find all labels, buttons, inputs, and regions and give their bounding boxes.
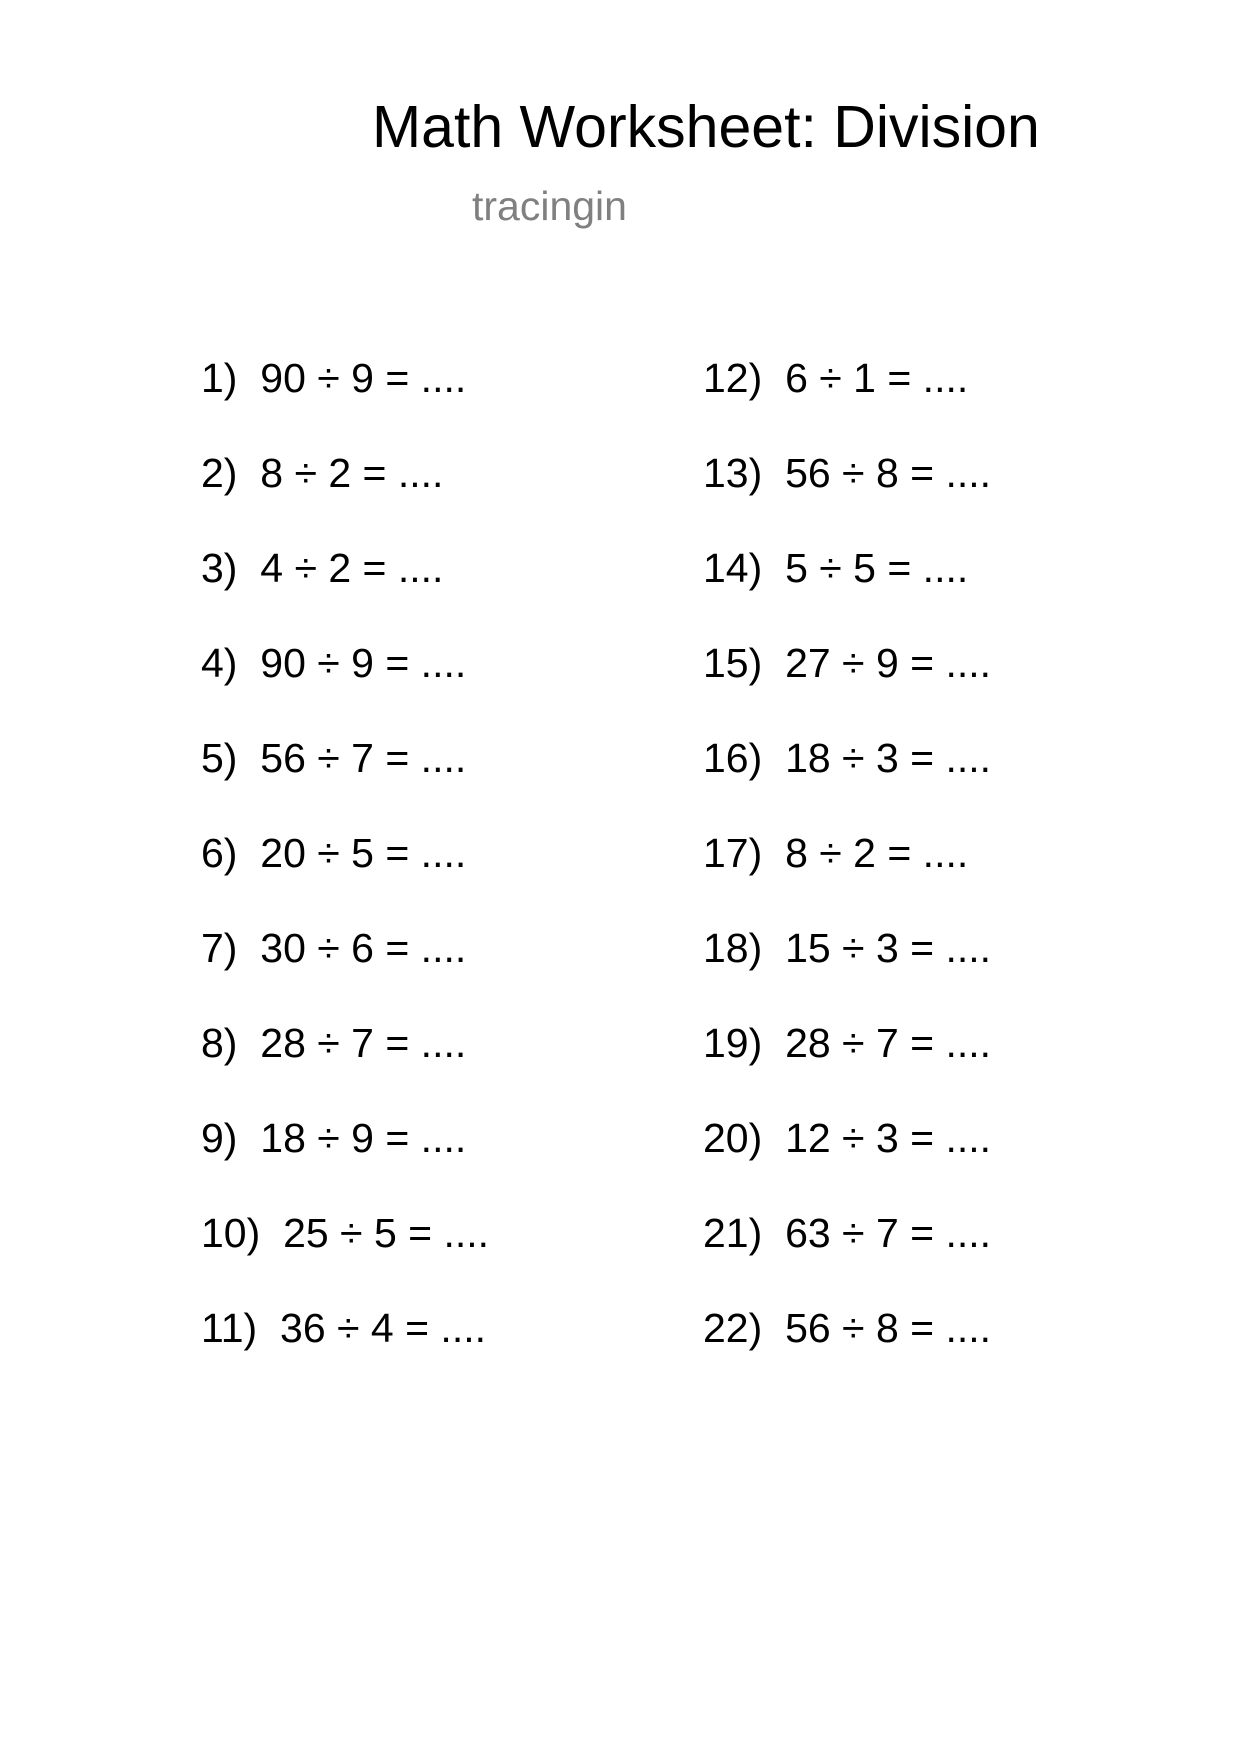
problem-number: 9) — [201, 1115, 238, 1161]
problem-expression: 90 ÷ 9 = .... — [260, 355, 467, 401]
problem-item — [703, 1115, 1143, 1213]
problem-expression: 28 ÷ 7 = .... — [785, 1020, 992, 1066]
problem-expression: 4 ÷ 2 = .... — [260, 545, 444, 591]
problem-item — [703, 735, 1143, 833]
problem-number: 15) — [703, 640, 763, 686]
problem-expression: 20 ÷ 5 = .... — [260, 830, 467, 876]
problem-expression: 18 ÷ 9 = .... — [260, 1115, 467, 1161]
problem-expression: 28 ÷ 7 = .... — [260, 1020, 467, 1066]
problem-item — [703, 1305, 1143, 1403]
problem-item — [201, 545, 641, 643]
problem-expression: 36 ÷ 4 = .... — [280, 1305, 486, 1351]
problem-number: 13) — [703, 450, 763, 496]
problem-expression: 5 ÷ 5 = .... — [785, 545, 969, 591]
problem-item — [703, 1020, 1143, 1118]
problem-number: 11) — [201, 1305, 258, 1351]
problem-column-left — [201, 355, 641, 1403]
problem-expression: 63 ÷ 7 = .... — [785, 1210, 992, 1256]
problem-item — [703, 830, 1143, 928]
problem-number: 18) — [703, 925, 763, 971]
problem-number: 16) — [703, 735, 763, 781]
problem-expression: 30 ÷ 6 = .... — [260, 925, 467, 971]
problem-item — [703, 640, 1143, 738]
problem-expression: 56 ÷ 8 = .... — [785, 1305, 992, 1351]
problem-item — [703, 355, 1143, 453]
problem-item — [703, 545, 1143, 643]
page-title: Math Worksheet: Division — [372, 94, 1040, 160]
problem-number: 3) — [201, 545, 238, 591]
problem-number: 8) — [201, 1020, 238, 1066]
problem-item — [201, 925, 641, 1023]
problem-number: 7) — [201, 925, 238, 971]
problem-item — [201, 735, 641, 833]
problem-number: 22) — [703, 1305, 763, 1351]
problem-item — [201, 1210, 641, 1308]
problem-expression: 12 ÷ 3 = .... — [785, 1115, 992, 1161]
problem-number: 10) — [201, 1210, 261, 1256]
problem-expression: 90 ÷ 9 = .... — [260, 640, 467, 686]
problem-item — [201, 450, 641, 548]
problem-expression: 18 ÷ 3 = .... — [785, 735, 992, 781]
problem-expression: 25 ÷ 5 = .... — [283, 1210, 490, 1256]
problem-number: 20) — [703, 1115, 763, 1161]
problem-number: 4) — [201, 640, 238, 686]
problem-number: 19) — [703, 1020, 763, 1066]
problem-number: 2) — [201, 450, 238, 496]
problem-number: 6) — [201, 830, 238, 876]
page-subtitle: tracingin — [472, 183, 627, 229]
problem-number: 21) — [703, 1210, 763, 1256]
problem-item — [201, 830, 641, 928]
problem-item — [703, 1210, 1143, 1308]
problem-item — [703, 450, 1143, 548]
problem-expression: 8 ÷ 2 = .... — [785, 830, 969, 876]
problem-expression: 6 ÷ 1 = .... — [785, 355, 969, 401]
problem-item — [703, 925, 1143, 1023]
problem-expression: 27 ÷ 9 = .... — [785, 640, 992, 686]
problem-expression: 56 ÷ 8 = .... — [785, 450, 992, 496]
problem-item — [201, 1115, 641, 1213]
problem-item — [201, 355, 641, 453]
problem-column-right — [703, 355, 1143, 1403]
problem-number: 1) — [201, 355, 238, 401]
problem-number: 5) — [201, 735, 238, 781]
problem-expression: 8 ÷ 2 = .... — [260, 450, 444, 496]
problem-expression: 15 ÷ 3 = .... — [785, 925, 992, 971]
problem-item — [201, 640, 641, 738]
problem-item — [201, 1020, 641, 1118]
problem-number: 17) — [703, 830, 763, 876]
problem-expression: 56 ÷ 7 = .... — [260, 735, 467, 781]
problem-number: 12) — [703, 355, 763, 401]
problem-number: 14) — [703, 545, 763, 591]
problem-item — [201, 1305, 641, 1403]
